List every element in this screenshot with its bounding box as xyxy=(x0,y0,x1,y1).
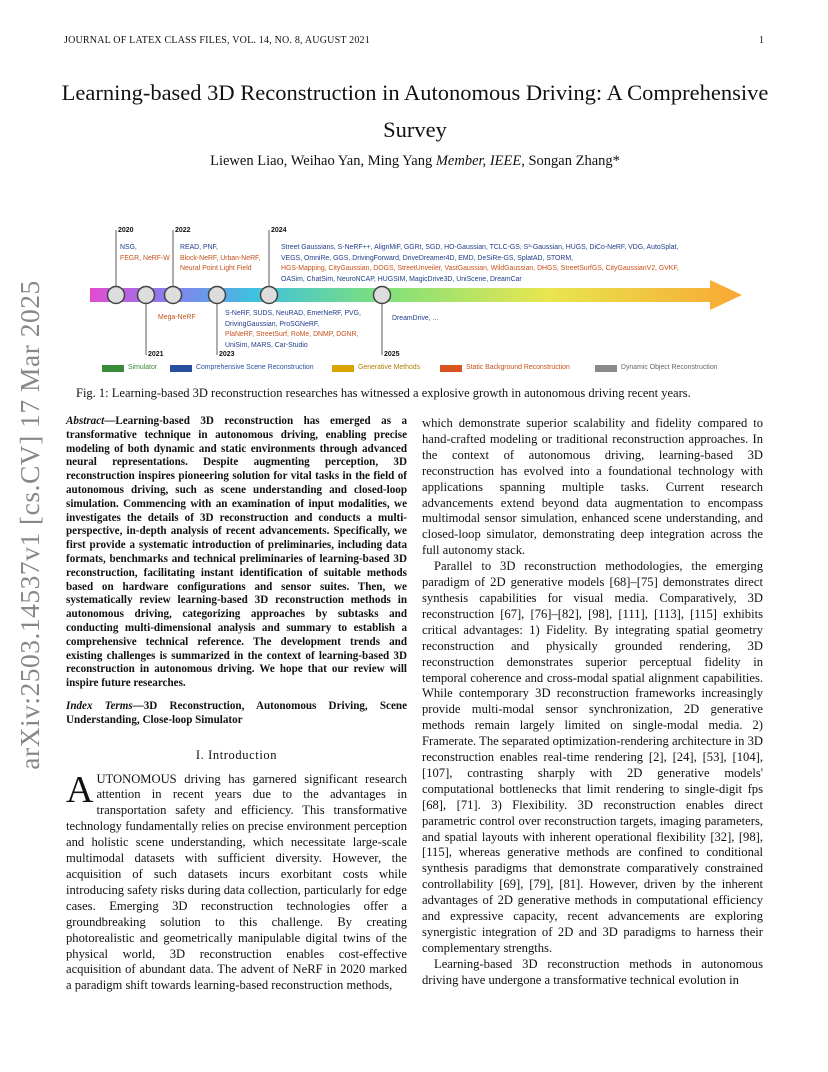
page-number: 1 xyxy=(759,35,765,46)
node-2021 xyxy=(138,287,155,304)
method-line: DrivingGaussian, ProSGNeRF, xyxy=(225,320,320,328)
abstract-label: Abstract xyxy=(66,415,105,427)
legend-swatch-dynamic xyxy=(595,365,617,372)
methods-2020 xyxy=(120,243,170,264)
author-member: Member, xyxy=(435,153,487,169)
method-line: VEGS, OmniRe, GGS, DrivingForward, DriveDreamer4D, EMD, DeSiRe-GS, SplatAD, STORM, xyxy=(281,254,574,262)
year-2021: 2021 xyxy=(148,351,164,358)
section-heading: I. Introduction xyxy=(195,747,278,762)
methods-2024 xyxy=(281,243,751,285)
legend-generative: Generative Methods xyxy=(358,364,421,371)
methods-2021: Mega-NeRF xyxy=(158,314,196,321)
method-line: UniSim, MARS, Car-Studio xyxy=(225,341,308,349)
index-terms-text: —3D Reconstruction, Autonomous Driving, Scene Understanding, Close-loop Simulator xyxy=(66,699,407,726)
paragraph: Learning-based 3D reconstruction methods in autonomous driving have undergone a transformative technical evolution in xyxy=(422,956,763,987)
legend-static: Static Background Reconstruction xyxy=(466,364,570,371)
intro-paragraph xyxy=(66,768,407,995)
legend-simulator: Simulator xyxy=(128,364,158,371)
author-names: Liewen Liao, Weihao Yan, Ming Yang xyxy=(210,153,433,169)
author-last: , Songan Zhang* xyxy=(521,153,620,169)
abstract-text: —Learning-based 3D reconstruction has emerged as a transformative technique in autonomous driving, enabling precise modeling of both dynamic and static environments through advanced neural representations. Despite augmenting perception, 3D reconstruction inspires pioneering solution for vital tasks in the field of autonomous driving, such as scene understanding and closed-loop simulation. Commencing with an examination of input modalities, we investigates the details of 3D reconstruction and conducts a multi-perspective, in-depth analysis of recent advancements. Specifically, we first provide a systematic introduction of preliminaries, including data formats, benchmarks and technical preliminaries of learning-based 3D reconstruction, facilitating instant identification of suitable methods based on hardware configurations and sensor suites. Then, we systematically review learning-based 3D reconstruction methods in autonomous driving, categorizing approaches by subtasks and conducting multi-dimensional analysis and summary to establish a comprehensive technical reference. The development trends and existing challenges is summarized in the context of learning-based 3D reconstruction in autonomous driving. We hope that our review will inspire future researches. xyxy=(66,415,407,690)
method-line: Block-NeRF, Urban-NeRF, xyxy=(180,254,261,262)
left-column xyxy=(66,415,407,994)
legend-dynamic: Dynamic Object Reconstruction xyxy=(621,364,718,371)
method-line: HGS-Mapping, CityGaussian, DOGS, StreetUnveiler, VastGaussian, WildGaussian, DHGS, StreetSurfGS, CityGaussianV2, GVKF, xyxy=(281,265,679,273)
method-line: Neural Point Light Field xyxy=(180,265,252,273)
node-2024 xyxy=(261,287,278,304)
year-2025: 2025 xyxy=(384,351,400,358)
abstract xyxy=(66,415,407,691)
paragraph: which demonstrate superior scalability and fidelity compared to hand-crafted modeling or traditional reconstruction approaches. In the context of autonomous driving, learning-based 3D reconstruction has evolved into a foundational technology with applications spanning multiple tasks. Current research advancements extend beyond data augmentation to encompass multimodal sensor simulation, enhanced scene understanding, and closed-loop simulator, demonstrating deep integration across the full autonomy stack. xyxy=(422,416,763,558)
method-line: OASim, ChatSim, NeuroNCAP, HUGSIM, MagicDrive3D, UniScene, DreamCar xyxy=(281,275,522,283)
legend-comprehensive: Comprehensive Scene Reconstruction xyxy=(196,364,314,371)
method-line: READ, PNF, xyxy=(180,244,218,251)
arxiv-id: arXiv:2503.14537v1 [cs.CV] 17 Mar 2025 xyxy=(14,280,45,770)
right-column xyxy=(422,416,763,989)
method-line: S-NeRF, SUDS, NeuRAD, EmerNeRF, PVG, xyxy=(225,310,361,317)
methods-2025: DreamDrive, ... xyxy=(392,315,439,322)
methods-2023 xyxy=(225,309,361,351)
index-terms-label: Index Terms xyxy=(66,699,133,712)
figure-caption: Fig. 1: Learning-based 3D reconstruction researches has witnessed a explosive growth in autonomous driving recent years. xyxy=(76,386,691,400)
dropcap: A xyxy=(66,768,94,811)
year-2020: 2020 xyxy=(118,227,134,234)
author-list xyxy=(60,153,770,170)
journal-header: JOURNAL OF LATEX CLASS FILES, VOL. 14, NO. 8, AUGUST 2021 xyxy=(64,35,370,46)
year-2023: 2023 xyxy=(219,351,235,358)
legend-swatch-simulator xyxy=(102,365,124,372)
timeline-figure xyxy=(90,220,750,380)
arxiv-watermark xyxy=(10,280,50,770)
node-2020 xyxy=(108,287,125,304)
paper-title: Learning-based 3D Reconstruction in Autonomous Driving: A Comprehensive Survey xyxy=(61,80,769,142)
paragraph: Parallel to 3D reconstruction methodologies, the emerging paradigm of 2D generative models [68]–[75] demonstrates direct synthesis capabilities for visual media. Comparatively, 3D reconstruction [67], [76]–[82], [98], [111], [113], [115] exhibits critical advantages: 1) Fidelity. By integrating spatial geometry reconstruction and physically grounded rendering, 3D reconstruction demonstrates superior perceptual fidelity in temporal coherence and cross-modal spatial alignment capabilities. While contemporary 3D reconstruction frameworks increasingly provide multi-modal sensor synchronization, 2D generative methods remain largely limited on single-modal media. 2) Framerate. The separated optimization-rendering architecture in 3D reconstruction enables real-time rendering [2], [24], [53], [104], [107], contrasting sharply with 2D generative models' computational bottlenecks that limit rendering to single-digit fps [68], [71]. 3) Flexibility. 3D reconstruction enables direct parametric control over reconstruction targets, imaging parameters, and spatial layouts with inherent operational flexibility [32], [98], [115], whereas generative methods are confined to conditional synthesis paradigms that demonstrate comparatively constrained controllability [69], [79], [81]. However, driven by the inherent advantages of 2D generative methods in computational efficiency and expressive capacity, recent advancements are exploring synergistic integration of 2D and 3D paradigms to harness their complementary strengths. xyxy=(422,559,763,955)
method-line: PlaNeRF, StreetSurf, RoMe, DNMP, DGNR, xyxy=(225,331,359,339)
intro-text: UTONOMOUS driving has garnered significant research attention in recent years due to the advantages in transportation safety and efficiency. This transformative technology fundamentally relies on precise environment perception and holistic scene understanding, which necessitate large-scale multimodal datasets with sufficient diversity. However, the acquisition of such datasets incurs exorbitant costs while introducing safety risks during data collection, particularly for edge cases. Emerging 3D reconstruction technologies offer a groundbreaking solution to this challenge. By creating photorealistic and geometrically manipulable digital twins of the physical world, 3D reconstruction enables cost-effective acquisition of abundant data. The advent of NeRF in 2020 marked a paradigm shift towards learning-based reconstruction methods, xyxy=(66,771,407,993)
author-ieee: IEEE xyxy=(489,153,522,169)
year-2024: 2024 xyxy=(271,227,287,234)
node-2023 xyxy=(209,287,226,304)
legend-swatch-comprehensive xyxy=(170,365,192,372)
method-line: Street Gaussians, S-NeRF++, AlignMiF, GGRt, SGD, HO-Gaussian, TCLC-GS, S³-Gaussian, HUGS, DiCo-NeRF, VDG, AutoSplat, xyxy=(281,244,679,251)
year-2022: 2022 xyxy=(175,227,191,234)
method-line: NSG, xyxy=(120,244,137,251)
legend-swatch-static xyxy=(440,365,462,372)
methods-2022 xyxy=(180,243,260,275)
node-2022 xyxy=(165,287,182,304)
index-terms xyxy=(66,700,407,728)
node-2025 xyxy=(374,287,391,304)
method-line: FEGR, NeRF-W xyxy=(120,254,170,262)
legend-swatch-generative xyxy=(332,365,354,372)
